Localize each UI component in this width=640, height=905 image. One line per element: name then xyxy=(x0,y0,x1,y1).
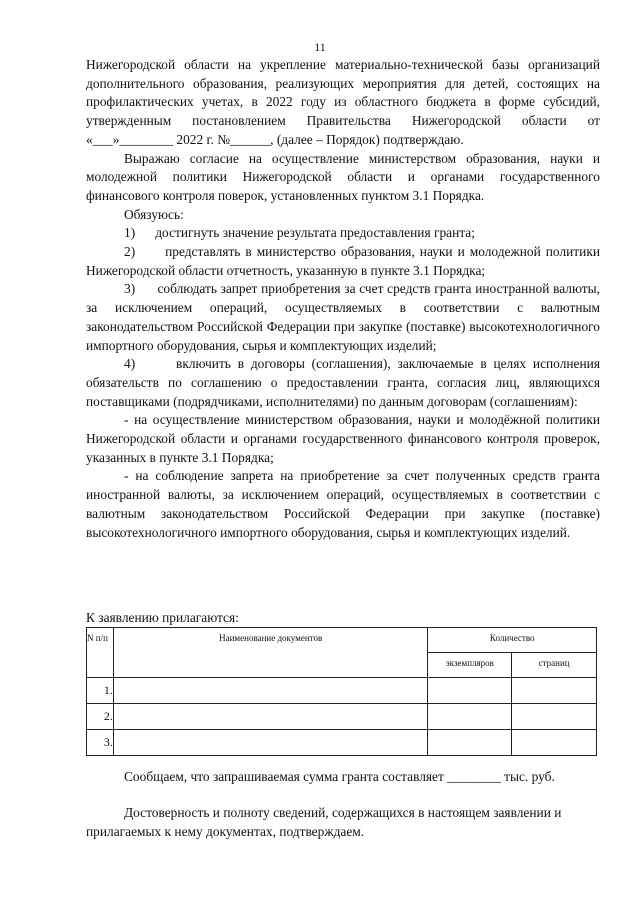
copies-cell xyxy=(428,678,512,704)
grant-amount-text: Сообщаем, что запрашиваемая сумма гранта составляет ________ тыс. руб. xyxy=(124,769,555,784)
document-name-cell xyxy=(113,704,428,730)
document-name-cell xyxy=(113,730,428,756)
pages-cell xyxy=(512,730,597,756)
row-number: 2. xyxy=(87,704,114,730)
document-name-cell xyxy=(113,678,428,704)
column-header-number: N п/п xyxy=(87,628,114,678)
attachments-label: К заявлению прилагаются: xyxy=(86,610,239,625)
confirmation-statement xyxy=(86,804,610,841)
document-body xyxy=(86,56,604,542)
attachments-table xyxy=(86,627,597,756)
paragraph-obligations-heading: Обязуюсь: xyxy=(124,206,184,222)
pages-cell xyxy=(512,704,597,730)
paragraph-procedure: Нижегородской области на укрепление материально-технической базы организаций дополнительного образования, реализующих мероприятия для детей, состоящих на профилактических учетах, в 2022 году из областного бюджета в форме субсидий, утвержденным постановлением Правительства Нижегородской области от «___»________ 2022 г. №______, (далее – Порядок) подтверждаю. xyxy=(86,57,600,147)
obligation-item-4: 4) включить в договоры (соглашения), заключаемые в целях исполнения обязательств по соглашению о предоставлении гранта, согласия лиц, являющихся поставщиками (подрядчиками, исполнителями) по данным договорам (соглашениям): xyxy=(86,356,604,409)
copies-cell xyxy=(428,704,512,730)
table-row xyxy=(87,704,597,730)
obligation-item-2: 2) представлять в министерство образования, науки и молодежной политики Нижегородской области отчетность, указанную в пункте 3.1 Порядка; xyxy=(86,244,604,278)
obligation-subitem-inspections: - на осуществление министерством образования, науки и молодёжной политики Нижегородской области и органами государственного финансового контроля проверок, указанных в пункте 3.1 Порядка; xyxy=(86,412,600,465)
page-number: 11 xyxy=(314,40,326,54)
obligation-item-3: 3) соблюдать запрет приобретения за счет средств гранта иностранной валюты, за исключением операций, осуществляемых в соответствии с валютным законодательством Российской Федерации при закупке (поставке) высокотехнологичного импортного оборудования, сырья и комплектующих изделий; xyxy=(86,281,604,353)
obligation-subitem-currency: - на соблюдение запрета на приобретение за счет полученных средств гранта иностранной валюты, за исключением операций, осуществляемых в соответствии с валютным законодательством Российской Федерации при закупке (поставке) высокотехнологичного импортного оборудования, сырья и комплектующих изделий. xyxy=(86,468,600,540)
grant-amount-statement xyxy=(86,768,610,787)
column-header-document-name: Наименование документов xyxy=(113,628,428,678)
column-header-pages: страниц xyxy=(512,653,597,678)
table-row xyxy=(87,730,597,756)
obligation-item-1: 1) достигнуть значение результата предоставления гранта; xyxy=(124,225,475,241)
table-row xyxy=(87,678,597,704)
column-header-copies: экземпляров xyxy=(428,653,512,678)
confirmation-text: Достоверность и полноту сведений, содержащихся в настоящем заявлении и прилагаемых к нему документах, подтверждаем. xyxy=(86,805,562,839)
column-header-quantity: Количество xyxy=(428,628,597,653)
paragraph-consent: Выражаю согласие на осуществление министерством образования, науки и молодежной политики Нижегородской области и органами государственного финансового контроля поверок, установленных пунктом 3.1 Порядка. xyxy=(86,150,600,203)
row-number: 1. xyxy=(87,678,114,704)
copies-cell xyxy=(428,730,512,756)
row-number: 3. xyxy=(87,730,114,756)
pages-cell xyxy=(512,678,597,704)
